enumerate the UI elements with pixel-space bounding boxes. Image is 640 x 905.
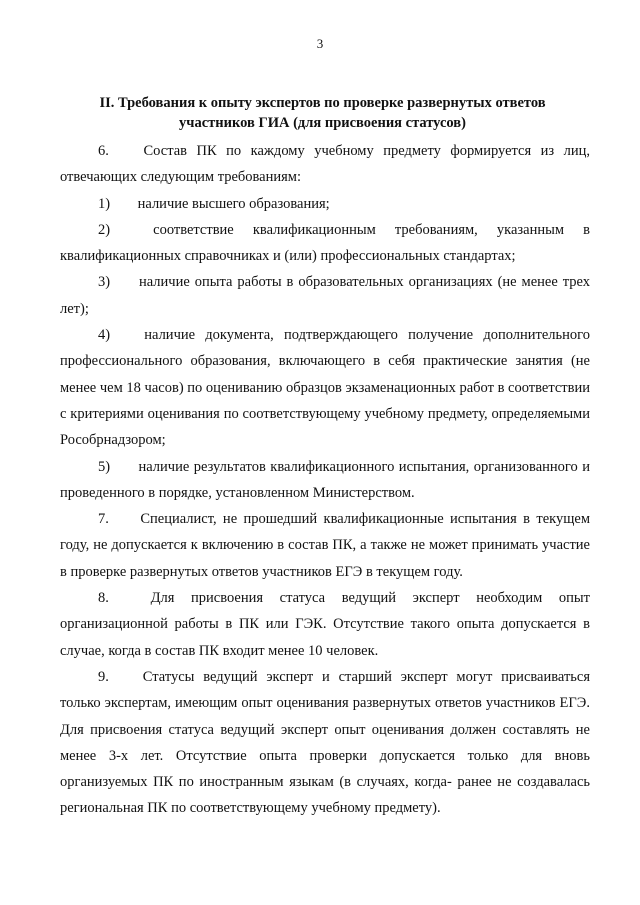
- section-heading: [60, 93, 585, 133]
- paragraph-text: Специалист, не прошедший квалификационные испытания в текущем году, не допускается к включению в состав ПК, а также не может принимать участие в проверке развернутых ответов участников ЕГЭ в текущем году.: [60, 511, 590, 580]
- list-item-text: наличие опыта работы в образовательных организациях (не менее трех лет);: [60, 274, 591, 317]
- list-item-1: [60, 191, 590, 217]
- paragraph-number: 7.: [98, 511, 109, 528]
- document-body: [60, 138, 590, 822]
- section-heading-line-1: II. Требования к опыту экспертов по проверке развернутых ответов: [99, 95, 546, 111]
- list-item-text: наличие результатов квалификационного испытания, организованного и проведенного в порядке, установленном Министерством.: [60, 458, 590, 501]
- paragraph-7: [60, 506, 590, 585]
- paragraph-text: Для присвоения статуса ведущий эксперт необходим опыт организационной работы в ПК или ГЭК. Отсутствие такого опыта допускается в случае, когда в состав ПК входит менее 10 человек.: [60, 590, 591, 659]
- list-item-number: 1): [98, 195, 111, 212]
- list-item-number: 4): [98, 327, 111, 344]
- list-item-text: наличие документа, подтверждающего получение дополнительного профессионального образования, включающего в себя практические занятия (не менее чем 18 часов) по оцениванию образцов экзаменационных работ в соответствии с критериями оценивания по соответствующему учебному предмету, определяемыми Рособрнадзором;: [60, 327, 591, 449]
- paragraph-9: [60, 664, 590, 822]
- list-item-number: 2): [98, 221, 111, 238]
- section-heading-line-2: участников ГИА (для присвоения статусов): [179, 115, 466, 131]
- list-item-2: [60, 217, 590, 270]
- list-item-text: наличие высшего образования;: [137, 195, 330, 212]
- list-item-3: [60, 269, 590, 322]
- paragraph-number: 9.: [98, 668, 109, 685]
- list-item-number: 5): [98, 458, 111, 475]
- list-item-number: 3): [98, 274, 111, 291]
- page-number: 3: [316, 36, 324, 51]
- paragraph-number: 6.: [98, 143, 109, 159]
- list-item-5: [60, 454, 590, 507]
- paragraph-text: Статусы ведущий эксперт и старший эксперт могут присваиваться только экспертам, имеющим опыт оценивания развернутых ответов участников ЕГЭ. Для присвоения статуса ведущий эксперт опыт оценивания должен составлять не менее 3-х лет. Отсутствие опыта проверки допускается только для вновь организуемых ПК по иностранным языкам (в случаях, когда- ранее не создавалась региональная ПК по соответствующему учебному предмету).: [60, 668, 591, 817]
- paragraph-6: [60, 138, 590, 191]
- paragraph-number: 8.: [98, 590, 109, 607]
- list-item-text: соответствие квалификационным требованиям, указанным в квалификационных справочниках и (или) профессиональных стандартах;: [60, 221, 591, 265]
- list-item-4: [60, 322, 590, 453]
- paragraph-text: Состав ПК по каждому учебному предмету формируется из лиц, отвечающих следующим требованиям:: [60, 143, 591, 186]
- paragraph-8: [60, 585, 590, 664]
